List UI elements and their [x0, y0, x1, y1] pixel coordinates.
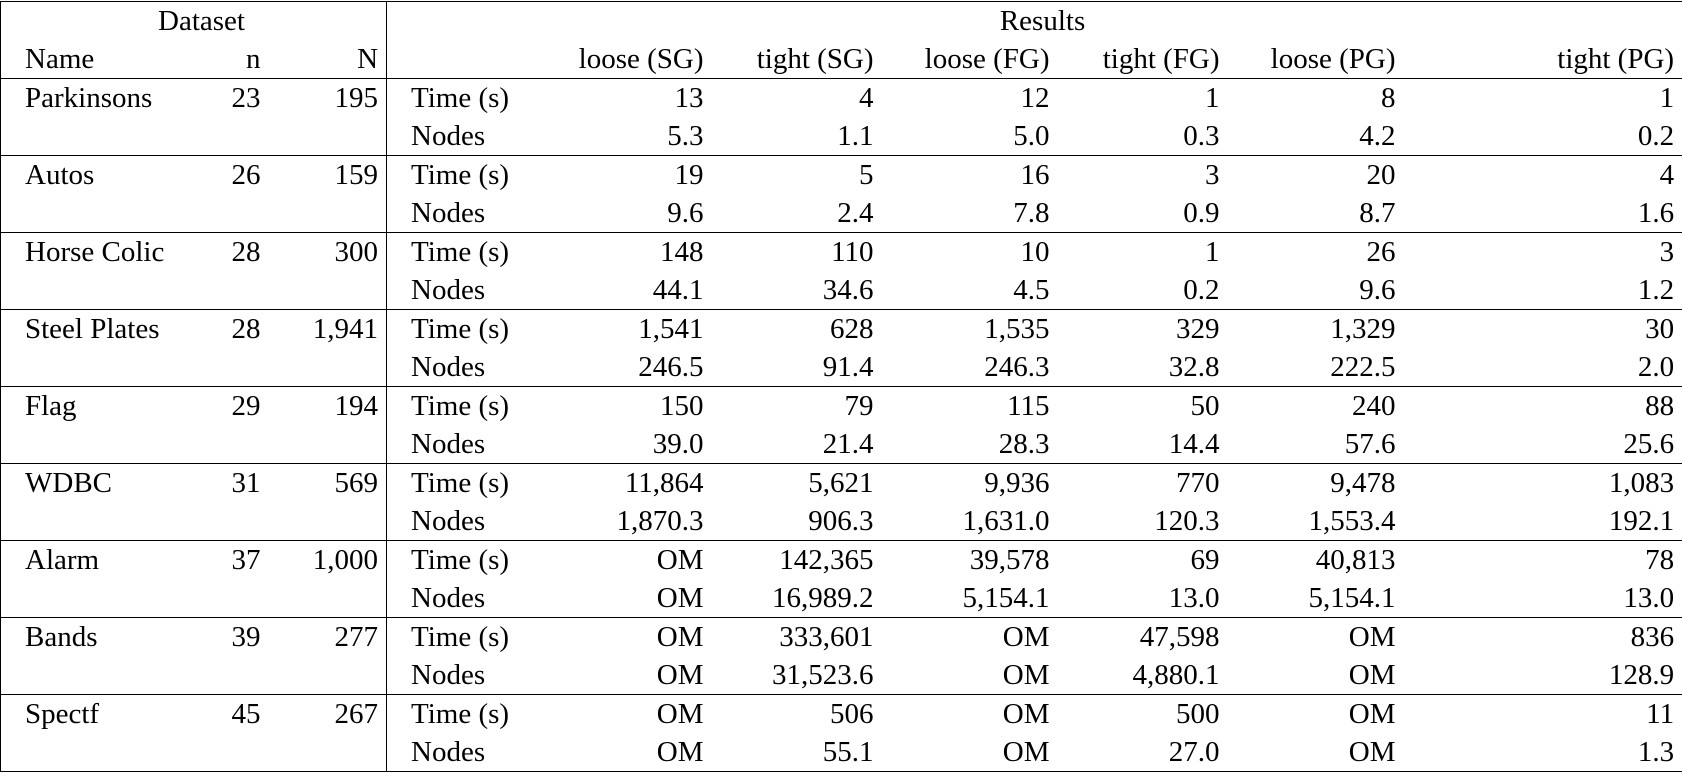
nodes-cell-loose-pg: OM [1348, 659, 1396, 691]
table-body [1, 79, 1682, 772]
column-header-name: Name [1, 40, 201, 79]
time-cell-tight-sg: 4 [712, 79, 882, 118]
column-header-loose-pg: loose (PG) [1270, 43, 1396, 75]
time-cell-tight-sg: 79 [712, 387, 882, 426]
nodes-cell-loose-sg: OM [656, 582, 704, 614]
metric-label-nodes: Nodes [411, 351, 486, 383]
nodes-cell-loose-fg: 28.3 [998, 428, 1050, 460]
dataset-name-cell: WDBC [1, 464, 201, 503]
nodes-cell-loose-pg: 4.2 [1359, 120, 1396, 152]
table-row-nodes [1, 348, 1682, 387]
dataset-n-cell: 28 [201, 233, 269, 272]
time-cell-tight-fg: 47,598 [1058, 618, 1228, 657]
nodes-cell-tight-fg: 0.9 [1183, 197, 1220, 229]
time-cell-loose-fg: OM [882, 695, 1058, 734]
time-cell-loose-fg: 39,578 [882, 541, 1058, 580]
time-cell-tight-pg: 3 [1404, 233, 1682, 272]
metric-label-time: Time (s) [387, 387, 547, 426]
dataset-N-blank [269, 271, 387, 310]
time-cell-loose-pg: 20 [1228, 156, 1404, 195]
nodes-cell-tight-pg: 1.2 [1404, 271, 1682, 310]
nodes-cell-loose-pg: 57.6 [1344, 428, 1396, 460]
time-cell-loose-sg: 13 [547, 79, 712, 118]
nodes-cell-loose-sg: OM [547, 733, 712, 772]
column-header-tight-fg: tight (FG) [1102, 43, 1220, 75]
time-cell-loose-pg: 240 [1228, 387, 1404, 426]
metric-label-nodes: Nodes [411, 120, 486, 152]
metric-label-nodes: Nodes [411, 505, 486, 537]
time-cell-tight-sg: 333,601 [712, 618, 882, 657]
dataset-name-blank [1, 425, 201, 464]
nodes-cell-loose-fg: 5.0 [1013, 120, 1050, 152]
table-row-time [1, 464, 1682, 503]
time-cell-tight-sg: 142,365 [712, 541, 882, 580]
nodes-cell-loose-sg: 39.0 [652, 428, 704, 460]
dataset-N-blank [269, 656, 387, 695]
time-cell-loose-sg: OM [547, 541, 712, 580]
nodes-cell-loose-fg: 246.3 [984, 351, 1050, 383]
dataset-N-cell: 277 [269, 618, 387, 657]
time-cell-loose-sg: OM [547, 695, 712, 734]
metric-label-time: Time (s) [387, 464, 547, 503]
nodes-cell-loose-sg: 44.1 [652, 274, 704, 306]
table-row-nodes [1, 117, 1682, 156]
nodes-cell-loose-fg: 7.8 [1013, 197, 1050, 229]
table-header [1, 2, 1682, 79]
nodes-cell-loose-fg: 5,154.1 [962, 582, 1050, 614]
nodes-cell-tight-pg: 1.6 [1404, 194, 1682, 233]
table-row-nodes [1, 425, 1682, 464]
column-header-loose-fg: loose (FG) [924, 43, 1050, 75]
nodes-cell-tight-sg: 31,523.6 [772, 659, 874, 691]
time-cell-tight-fg: 69 [1058, 541, 1228, 580]
dataset-name-cell: Alarm [1, 541, 201, 580]
dataset-name-cell: Bands [1, 618, 201, 657]
dataset-N-cell: 195 [269, 79, 387, 118]
time-cell-tight-sg: 628 [712, 310, 882, 349]
time-cell-tight-pg: 836 [1404, 618, 1682, 657]
time-cell-tight-pg: 1 [1404, 79, 1682, 118]
dataset-N-cell: 1,000 [269, 541, 387, 580]
dataset-n-cell: 39 [201, 618, 269, 657]
dataset-N-cell: 1,941 [269, 310, 387, 349]
time-cell-loose-pg: OM [1228, 618, 1404, 657]
time-cell-loose-fg: 12 [882, 79, 1058, 118]
table-row-time [1, 541, 1682, 580]
table-row-nodes [1, 271, 1682, 310]
nodes-cell-loose-fg: OM [1002, 659, 1050, 691]
column-header-metric [387, 40, 547, 79]
time-cell-loose-pg: 9,478 [1228, 464, 1404, 503]
nodes-cell-tight-fg: 0.2 [1183, 274, 1220, 306]
nodes-cell-loose-pg: 8.7 [1359, 197, 1396, 229]
time-cell-loose-pg: 26 [1228, 233, 1404, 272]
time-cell-tight-sg: 5 [712, 156, 882, 195]
table-row-nodes [1, 733, 1682, 772]
column-header-n: n [246, 43, 261, 75]
metric-label-time: Time (s) [387, 618, 547, 657]
nodes-cell-tight-sg: 91.4 [822, 351, 874, 383]
time-cell-loose-pg: 1,329 [1228, 310, 1404, 349]
time-cell-tight-pg: 88 [1404, 387, 1682, 426]
header-column-row [1, 40, 1682, 79]
dataset-n-blank [201, 425, 269, 464]
time-cell-tight-sg: 5,621 [712, 464, 882, 503]
time-cell-tight-pg: 1,083 [1404, 464, 1682, 503]
metric-label-time: Time (s) [387, 156, 547, 195]
nodes-cell-tight-sg: 55.1 [712, 733, 882, 772]
table-row-time [1, 310, 1682, 349]
dataset-name-blank [1, 348, 201, 387]
metric-label-nodes: Nodes [387, 733, 547, 772]
dataset-name-blank [1, 656, 201, 695]
dataset-name-cell: Parkinsons [1, 79, 201, 118]
dataset-n-blank [201, 579, 269, 618]
metric-label-nodes: Nodes [411, 197, 486, 229]
time-cell-tight-fg: 1 [1058, 233, 1228, 272]
column-header-tight-pg: tight (PG) [1404, 40, 1682, 79]
nodes-cell-loose-fg: 1,631.0 [962, 505, 1050, 537]
time-cell-loose-fg: 115 [882, 387, 1058, 426]
nodes-cell-tight-sg: 16,989.2 [772, 582, 874, 614]
dataset-n-cell: 28 [201, 310, 269, 349]
dataset-n-cell: 29 [201, 387, 269, 426]
table-row-nodes [1, 656, 1682, 695]
dataset-n-cell: 26 [201, 156, 269, 195]
dataset-N-cell: 267 [269, 695, 387, 734]
dataset-n-blank [201, 733, 269, 772]
time-cell-loose-sg: 19 [547, 156, 712, 195]
dataset-N-cell: 569 [269, 464, 387, 503]
time-cell-tight-fg: 1 [1058, 79, 1228, 118]
nodes-cell-loose-fg: OM [882, 733, 1058, 772]
dataset-name-blank [1, 117, 201, 156]
dataset-name-blank [1, 733, 201, 772]
nodes-cell-tight-pg: 25.6 [1404, 425, 1682, 464]
nodes-cell-tight-pg: 0.2 [1404, 117, 1682, 156]
time-cell-loose-pg: 40,813 [1228, 541, 1404, 580]
nodes-cell-tight-pg: 13.0 [1404, 579, 1682, 618]
time-cell-tight-pg: 4 [1404, 156, 1682, 195]
nodes-cell-tight-fg: 13.0 [1168, 582, 1220, 614]
nodes-cell-tight-fg: 32.8 [1168, 351, 1220, 383]
time-cell-loose-sg: 11,864 [547, 464, 712, 503]
dataset-name-cell: Spectf [1, 695, 201, 734]
time-cell-loose-sg: OM [547, 618, 712, 657]
nodes-cell-tight-pg: 128.9 [1404, 656, 1682, 695]
table-row-nodes [1, 502, 1682, 541]
nodes-cell-loose-pg: 222.5 [1330, 351, 1396, 383]
nodes-cell-tight-sg: 1.1 [837, 120, 874, 152]
dataset-N-blank [269, 579, 387, 618]
time-cell-loose-sg: 148 [547, 233, 712, 272]
metric-label-time: Time (s) [387, 233, 547, 272]
dataset-name-blank [1, 502, 201, 541]
dataset-N-blank [269, 425, 387, 464]
time-cell-tight-fg: 770 [1058, 464, 1228, 503]
dataset-name-cell: Flag [1, 387, 201, 426]
table-row-time [1, 618, 1682, 657]
metric-label-time: Time (s) [387, 79, 547, 118]
nodes-cell-tight-fg: 0.3 [1183, 120, 1220, 152]
nodes-cell-tight-fg: 27.0 [1058, 733, 1228, 772]
metric-label-time: Time (s) [387, 541, 547, 580]
column-header-tight-sg: tight (SG) [756, 43, 874, 75]
table-row-time [1, 695, 1682, 734]
metric-label-nodes: Nodes [411, 582, 486, 614]
nodes-cell-tight-pg: 2.0 [1404, 348, 1682, 387]
time-cell-tight-pg: 78 [1404, 541, 1682, 580]
nodes-cell-tight-fg: 4,880.1 [1132, 659, 1220, 691]
metric-label-nodes: Nodes [411, 274, 486, 306]
dataset-name-cell: Steel Plates [1, 310, 201, 349]
dataset-N-cell: 300 [269, 233, 387, 272]
time-cell-loose-fg: 1,535 [882, 310, 1058, 349]
dataset-name-blank [1, 579, 201, 618]
results-group-header: Results [387, 2, 1682, 41]
dataset-n-blank [201, 348, 269, 387]
column-header-loose-sg: loose (SG) [578, 43, 704, 75]
table-row-time [1, 233, 1682, 272]
dataset-N-cell: 194 [269, 387, 387, 426]
dataset-n-cell: 45 [201, 695, 269, 734]
nodes-cell-loose-pg: 5,154.1 [1308, 582, 1396, 614]
dataset-n-blank [201, 656, 269, 695]
dataset-group-header: Dataset [1, 2, 387, 41]
dataset-name-blank [1, 271, 201, 310]
nodes-cell-tight-pg: 1.3 [1404, 733, 1682, 772]
time-cell-loose-fg: 10 [882, 233, 1058, 272]
nodes-cell-tight-sg: 906.3 [808, 505, 874, 537]
time-cell-tight-fg: 500 [1058, 695, 1228, 734]
nodes-cell-tight-fg: 120.3 [1154, 505, 1220, 537]
time-cell-loose-pg: 8 [1228, 79, 1404, 118]
time-cell-loose-fg: OM [882, 618, 1058, 657]
nodes-cell-loose-pg: 9.6 [1359, 274, 1396, 306]
nodes-cell-loose-pg: OM [1228, 733, 1404, 772]
dataset-name-cell: Autos [1, 156, 201, 195]
dataset-n-blank [201, 502, 269, 541]
nodes-cell-tight-sg: 2.4 [837, 197, 874, 229]
time-cell-tight-fg: 329 [1058, 310, 1228, 349]
dataset-N-blank [269, 502, 387, 541]
time-cell-tight-sg: 506 [712, 695, 882, 734]
table-row-time [1, 156, 1682, 195]
metric-label-time: Time (s) [387, 310, 547, 349]
dataset-n-blank [201, 117, 269, 156]
dataset-n-cell: 23 [201, 79, 269, 118]
nodes-cell-loose-sg: 5.3 [667, 120, 704, 152]
time-cell-tight-fg: 3 [1058, 156, 1228, 195]
time-cell-tight-pg: 11 [1404, 695, 1682, 734]
time-cell-loose-sg: 1,541 [547, 310, 712, 349]
time-cell-tight-pg: 30 [1404, 310, 1682, 349]
dataset-N-blank [269, 117, 387, 156]
dataset-n-cell: 31 [201, 464, 269, 503]
time-cell-loose-fg: 16 [882, 156, 1058, 195]
nodes-cell-loose-sg: 246.5 [638, 351, 704, 383]
table-row-time [1, 387, 1682, 426]
results-table [0, 1, 1682, 772]
dataset-n-blank [201, 194, 269, 233]
metric-label-nodes: Nodes [411, 659, 486, 691]
dataset-N-blank [269, 194, 387, 233]
metric-label-nodes: Nodes [411, 428, 486, 460]
time-cell-loose-sg: 150 [547, 387, 712, 426]
table-row-nodes [1, 194, 1682, 233]
dataset-n-cell: 37 [201, 541, 269, 580]
table-row-nodes [1, 579, 1682, 618]
nodes-cell-loose-sg: OM [656, 659, 704, 691]
nodes-cell-tight-sg: 21.4 [822, 428, 874, 460]
header-group-row [1, 2, 1682, 41]
dataset-N-cell: 159 [269, 156, 387, 195]
dataset-N-blank [269, 348, 387, 387]
dataset-n-blank [201, 271, 269, 310]
column-header-N: N [269, 40, 387, 79]
nodes-cell-loose-pg: 1,553.4 [1308, 505, 1396, 537]
nodes-cell-tight-pg: 192.1 [1404, 502, 1682, 541]
nodes-cell-tight-sg: 34.6 [822, 274, 874, 306]
time-cell-loose-pg: OM [1228, 695, 1404, 734]
time-cell-tight-sg: 110 [712, 233, 882, 272]
nodes-cell-loose-sg: 9.6 [667, 197, 704, 229]
dataset-N-blank [269, 733, 387, 772]
time-cell-loose-fg: 9,936 [882, 464, 1058, 503]
metric-label-time: Time (s) [387, 695, 547, 734]
dataset-name-cell: Horse Colic [1, 233, 201, 272]
nodes-cell-loose-sg: 1,870.3 [616, 505, 704, 537]
table-row-time [1, 79, 1682, 118]
nodes-cell-tight-fg: 14.4 [1168, 428, 1220, 460]
nodes-cell-loose-fg: 4.5 [1013, 274, 1050, 306]
time-cell-tight-fg: 50 [1058, 387, 1228, 426]
dataset-name-blank [1, 194, 201, 233]
